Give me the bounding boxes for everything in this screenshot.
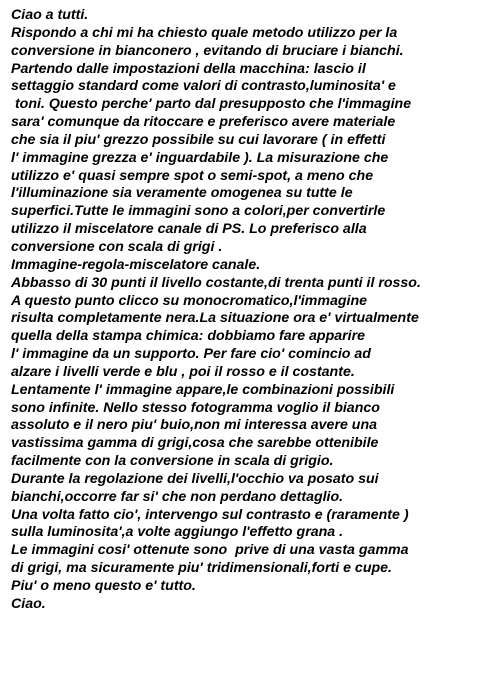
text-line: Partendo dalle impostazioni della macchina: lascio il <box>11 60 366 77</box>
text-line: Piu' o meno questo e' tutto. <box>11 578 196 594</box>
text-line: Lentamente l' immagine appare,le combinazioni possibili <box>11 381 395 398</box>
text-line: assoluto e il nero piu' buio,non mi interessa avere una <box>11 417 378 434</box>
text-line: settaggio standard come valori di contrasto,luminosita' e <box>11 78 396 95</box>
text-line: sulla luminosita',a volte aggiungo l'effetto grana . <box>11 524 344 541</box>
text-line: quella della stampa chimica: dobbiamo fare apparire <box>11 328 366 345</box>
text-line: di grigi, ma sicuramente piu' tridimensionali,forti e cupe. <box>11 560 392 577</box>
text-line: utilizzo il miscelatore canale di PS. Lo preferisco alla <box>11 221 367 238</box>
text-line: Abbasso di 30 punti il livello costante,di trenta punti il rosso. <box>11 274 421 291</box>
text-line: l' immagine da un supporto. Per fare cio' comincio ad <box>11 346 371 363</box>
text-line: l'illuminazione sia veramente omogenea su tutte le <box>11 185 353 202</box>
text-line: toni. Questo perche' parto dal presupposto che l'immagine <box>11 96 412 113</box>
text-line: Le immagini cosi' ottenute sono prive di una vasta gamma <box>11 542 409 559</box>
text-line: facilmente con la conversione in scala di grigio. <box>11 453 334 470</box>
text-line: conversione con scala di grigi . <box>11 238 223 255</box>
text-line: sono infinite. Nello stesso fotogramma voglio il bianco <box>11 399 380 416</box>
text-line: risulta completamente nera.La situazione ora e' virtualmente <box>11 310 419 327</box>
text-line: Ciao a tutti. <box>11 7 89 23</box>
text-line: utilizzo e' quasi sempre spot o semi-spot, a meno che <box>11 167 374 184</box>
text-line: l' immagine grezza e' inguardabile ). La misurazione che <box>11 149 389 166</box>
text-line: A questo punto clicco su monocromatico,l'immagine <box>11 292 368 309</box>
text-line: Una volta fatto cio', intervengo sul contrasto e (raramente ) <box>11 506 409 523</box>
text-line: sara' comunque da ritoccare e preferisco avere materiale <box>11 114 396 131</box>
text-line: superfici.Tutte le immagini sono a colori,per convertirle <box>11 203 386 220</box>
text-line: conversione in bianconero , evitando di bruciare i bianchi. <box>11 42 404 59</box>
text-line: bianchi,occorre far si' che non perdano dettaglio. <box>11 488 344 505</box>
text-line: Immagine-regola-miscelatore canale. <box>11 256 261 273</box>
text-line: che sia il piu' grezzo possibile su cui lavorare ( in effetti <box>11 131 386 148</box>
text-line: Rispondo a chi mi ha chiesto quale metodo utilizzo per la <box>11 24 398 41</box>
text-line: Durante la regolazione dei livelli,l'occhio va posato sui <box>11 470 379 487</box>
document-body <box>11 7 497 614</box>
text-line: Ciao. <box>11 595 46 612</box>
text-line: vastissima gamma di grigi,cosa che sarebbe ottenibile <box>11 435 379 452</box>
text-line: alzare i livelli verde e blu , poi il rosso e il costante. <box>11 363 355 380</box>
